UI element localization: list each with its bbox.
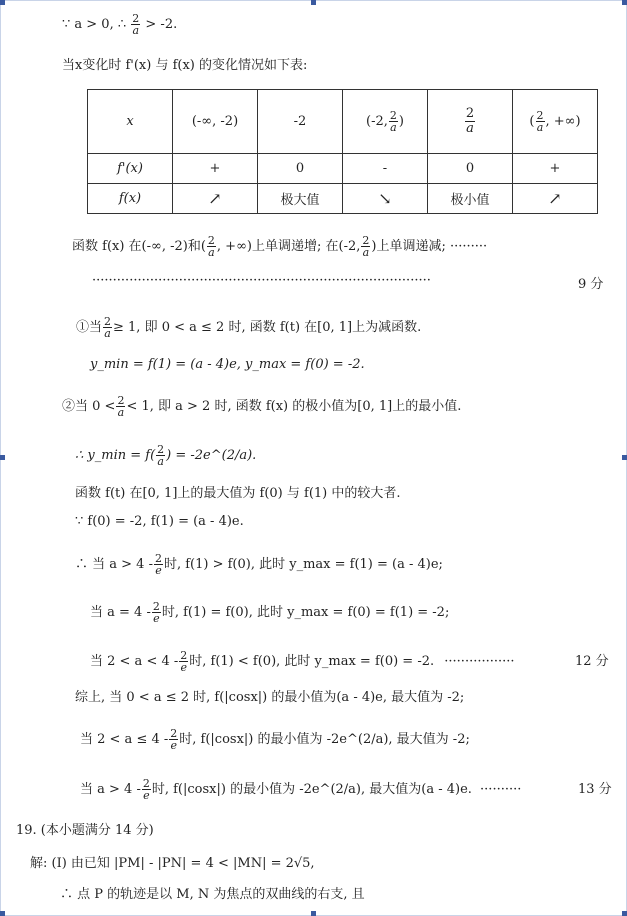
table-cell: 极小值 — [428, 184, 513, 214]
question-19-solution: 解: (Ⅰ) 由已知 |PM| - |PN| = 4 < |MN| = 2√5, — [30, 856, 315, 871]
corner-marker — [311, 0, 316, 5]
case1-line: ①当 $\frac{2}{a}$ ≥ 1, 即 0 < a ≤ 2 时, 函数 f(t) 在[0, 1]上为减函数. — [76, 315, 422, 340]
table-cell: (-∞, -2) — [173, 90, 258, 154]
table-cell: $\frac{2}{a}$ — [428, 90, 513, 154]
table-cell: + — [513, 154, 598, 184]
increasing-arrow-icon: ↗ — [173, 184, 258, 214]
fraction: $\frac{2}{a}$ — [132, 12, 140, 37]
table-cell: 极大值 — [258, 184, 343, 214]
question-19-title: 19. (本小题满分 14 分) — [16, 823, 154, 838]
summary-line-3: 当 a > 4 - $\frac{2}{e}$ 时, f(|cosx|) 的最小值为 -2e^(2/a), 最大值为(a - 4)e. ·········· — [80, 777, 522, 802]
corner-marker — [0, 0, 5, 5]
corner-marker — [0, 455, 5, 460]
table-cell: ( $\frac{2}{a}$ , +∞) — [513, 90, 598, 154]
increasing-arrow-icon: ↗ — [513, 184, 598, 214]
table-cell: (-2, $\frac{2}{a}$ ) — [343, 90, 428, 154]
score-marker: 9 分 — [578, 277, 604, 292]
condition-line: ∵ a > 0, ∴ $\frac{2}{a}$ > -2. — [62, 12, 178, 37]
subcase2: 当 a = 4 - $\frac{2}{e}$ 时, f(1) = f(0), 此时 y_max = f(0) = f(1) = -2; — [90, 600, 450, 625]
corner-marker — [0, 911, 5, 916]
table-row — [88, 184, 598, 214]
score-marker: 13 分 — [578, 782, 612, 797]
corner-marker — [622, 911, 627, 916]
table-cell: x — [88, 90, 173, 154]
dots-leader: ·················································································· — [92, 273, 431, 288]
case2-min: ∴ y_min = f( $\frac{2}{a}$ ) = -2e^(2/a). — [75, 443, 257, 468]
subcase1: ∴ 当 a > 4 - $\frac{2}{e}$ 时, f(1) > f(0), 此时 y_max = f(1) = (a - 4)e; — [75, 552, 443, 577]
table-cell: 0 — [258, 154, 343, 184]
table-cell: -2 — [258, 90, 343, 154]
table-row — [88, 90, 598, 154]
monotonicity-line: 函数 f(x) 在(-∞, -2)和( $\frac{2}{a}$ , +∞)上单调递增; 在(-2, $\frac{2}{a}$ )上单调递减; ········· — [72, 234, 488, 259]
decreasing-arrow-icon: ↘ — [343, 184, 428, 214]
table-cell: 0 — [428, 154, 513, 184]
table-cell: + — [173, 154, 258, 184]
summary-line-1: 综上, 当 0 < a ≤ 2 时, f(|cosx|) 的最小值为(a - 4)e, 最大值为 -2; — [75, 690, 465, 705]
f-values: ∵ f(0) = -2, f(1) = (a - 4)e. — [75, 514, 244, 529]
variation-table — [87, 89, 598, 214]
table-cell: - — [343, 154, 428, 184]
case2-line: ②当 0 < $\frac{2}{a}$ < 1, 即 a > 2 时, 函数 f(x) 的极小值为[0, 1]上的最小值. — [62, 394, 462, 419]
table-intro: 当x变化时 f'(x) 与 f(x) 的变化情况如下表: — [62, 58, 308, 73]
question-19-conclusion: ∴ 点 P 的轨迹是以 M, N 为焦点的双曲线的右支, 且 — [60, 887, 365, 902]
table-cell: f'(x) — [88, 154, 173, 184]
score-marker: 12 分 — [575, 654, 609, 669]
table-cell: f(x) — [88, 184, 173, 214]
case1-extrema: y_min = f(1) = (a - 4)e, y_max = f(0) = -2. — [90, 357, 365, 372]
corner-marker — [622, 455, 627, 460]
corner-marker — [622, 0, 627, 5]
summary-line-2: 当 2 < a ≤ 4 - $\frac{2}{e}$ 时, f(|cosx|) 的最小值为 -2e^(2/a), 最大值为 -2; — [80, 727, 470, 752]
corner-marker — [311, 911, 316, 916]
subcase3: 当 2 < a < 4 - $\frac{2}{e}$ 时, f(1) < f(0), 此时 y_max = f(0) = -2. ················· — [90, 649, 515, 674]
table-row — [88, 154, 598, 184]
max-statement: 函数 f(t) 在[0, 1]上的最大值为 f(0) 与 f(1) 中的较大者. — [75, 486, 401, 501]
